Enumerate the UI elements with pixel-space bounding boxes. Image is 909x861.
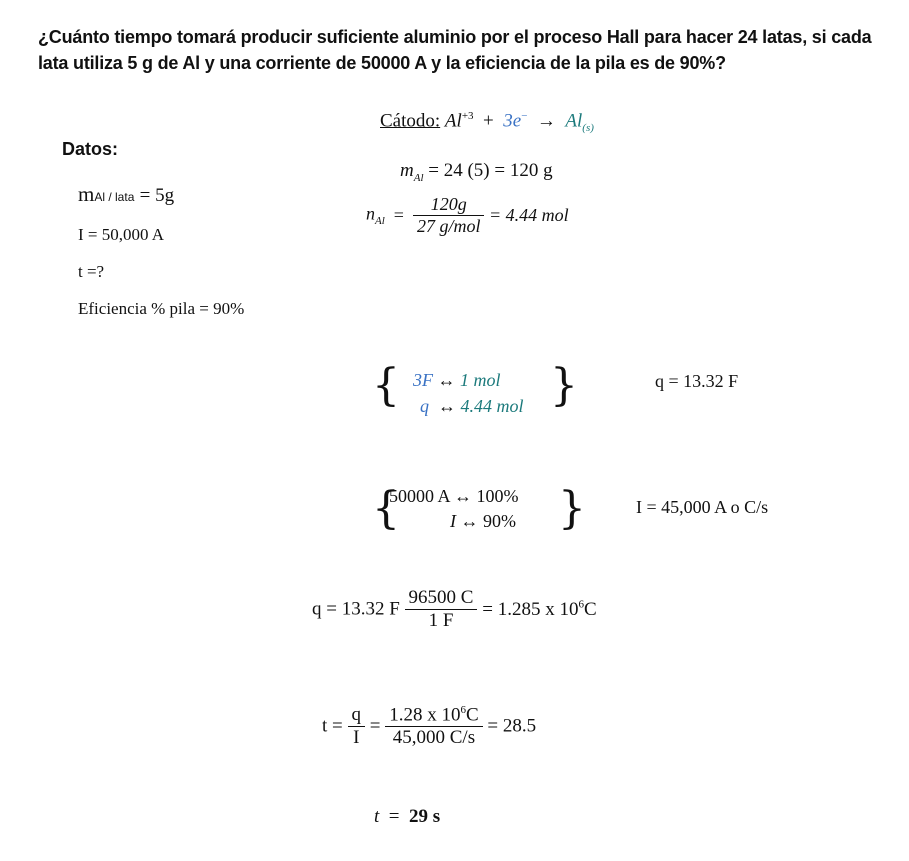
current-row-1	[389, 486, 519, 507]
moles-lhs-sub: Al	[375, 215, 385, 228]
given-time: t =?	[78, 262, 105, 281]
current-arrow-1: ↔	[454, 486, 473, 506]
time-lhs: t =	[322, 715, 343, 737]
mass-eq-rhs: = 24 (5) = 120 g	[428, 160, 553, 181]
charge-denominator: 1 F	[405, 609, 478, 632]
current-50000: 50000 A	[389, 486, 450, 506]
moles-fraction	[413, 194, 485, 237]
time-fraction-2	[385, 704, 482, 749]
right-brace-current: }	[558, 483, 586, 534]
faraday-444mol: 4.44 mol	[460, 396, 524, 416]
moles-equation	[366, 194, 569, 237]
time-frac2-num	[385, 704, 482, 726]
left-brace-faraday: {	[372, 360, 400, 411]
mass-eq-lhs: m	[400, 160, 414, 181]
time-frac2-den: 45,000 C/s	[385, 726, 482, 749]
charge-lhs: q = 13.32 F	[312, 598, 400, 620]
right-brace-faraday: }	[550, 360, 578, 411]
plus-sign: +	[483, 110, 494, 132]
current-row-2	[450, 511, 516, 532]
current-100pct: 100%	[476, 486, 519, 506]
current-i: I	[450, 511, 456, 531]
given-current: I = 50,000 A	[78, 225, 165, 244]
moles-result: = 4.44 mol	[488, 205, 569, 225]
left-brace-current: {	[372, 483, 400, 534]
mass-symbol: m	[78, 182, 95, 206]
moles-lhs: n	[366, 203, 375, 224]
charge-fraction	[405, 587, 478, 632]
time-frac1-num: q	[351, 704, 361, 726]
datos-heading: Datos:	[62, 139, 119, 159]
charge-result	[482, 599, 596, 620]
charge-numerator: 96500 C	[408, 587, 474, 608]
reaction-arrow: →	[536, 110, 556, 132]
final-value: 29 s	[409, 806, 441, 827]
moles-eq-sign: =	[393, 205, 404, 225]
al-charge: +3	[461, 110, 474, 122]
given-mass	[78, 182, 174, 207]
charge-result-prefix: = 1.285 x 10	[482, 598, 579, 620]
time-equation	[322, 704, 536, 749]
time-fraction-1	[348, 704, 366, 749]
time-frac2-num-prefix: 1.28 x 10	[389, 704, 461, 726]
electron-charge: −	[521, 110, 528, 122]
cathode-reaction	[380, 110, 594, 134]
faraday-1mol: 1 mol	[460, 370, 501, 390]
time-result: = 28.5	[487, 715, 537, 737]
faraday-arrow-2: ↔	[438, 396, 456, 416]
problem-statement: ¿Cuánto tiempo tomará producir suficiente aluminio por el proceso Hall para hacer 24 latas, si cada lata utiliza 5 g de Al y una corriente de 50000 A y la eficiencia de la pila es de 90%?	[38, 27, 872, 73]
final-answer	[374, 806, 440, 828]
al-product: Al	[565, 110, 583, 132]
final-eq: =	[388, 806, 400, 827]
moles-denominator: 27 g/mol	[413, 215, 485, 237]
current-arrow-2: ↔	[460, 511, 479, 531]
time-frac1-den: I	[348, 726, 366, 749]
current-90pct: 90%	[483, 511, 516, 531]
charge-equation	[312, 587, 597, 632]
given-efficiency: Eficiencia % pila = 90%	[78, 299, 245, 318]
al-ion: Al	[444, 110, 462, 132]
time-eq-sign: =	[369, 715, 381, 737]
al-state: (s)	[582, 122, 594, 135]
moles-numerator: 120g	[430, 194, 467, 214]
faraday-3f: 3F	[413, 370, 433, 390]
faraday-arrow-1: ↔	[437, 370, 456, 390]
cathode-label: Cátodo:	[380, 110, 441, 132]
faraday-result: q = 13.32 F	[655, 371, 739, 391]
charge-result-exp: 6	[578, 598, 584, 611]
mass-equation	[400, 160, 553, 184]
faraday-row-2	[420, 396, 524, 417]
current-result: I = 45,000 A o C/s	[636, 497, 769, 517]
mass-subscript: Al / lata	[94, 190, 135, 204]
electrons: 3e	[503, 110, 522, 132]
time-frac2-num-unit: C	[465, 704, 479, 726]
charge-result-unit: C	[583, 598, 597, 620]
faraday-row-1	[413, 370, 501, 391]
faraday-q: q	[420, 396, 429, 416]
final-var: t	[374, 806, 380, 827]
mass-value: = 5g	[139, 185, 175, 206]
time-frac2-num-exp: 6	[460, 704, 466, 716]
mass-eq-sub: Al	[413, 171, 424, 184]
